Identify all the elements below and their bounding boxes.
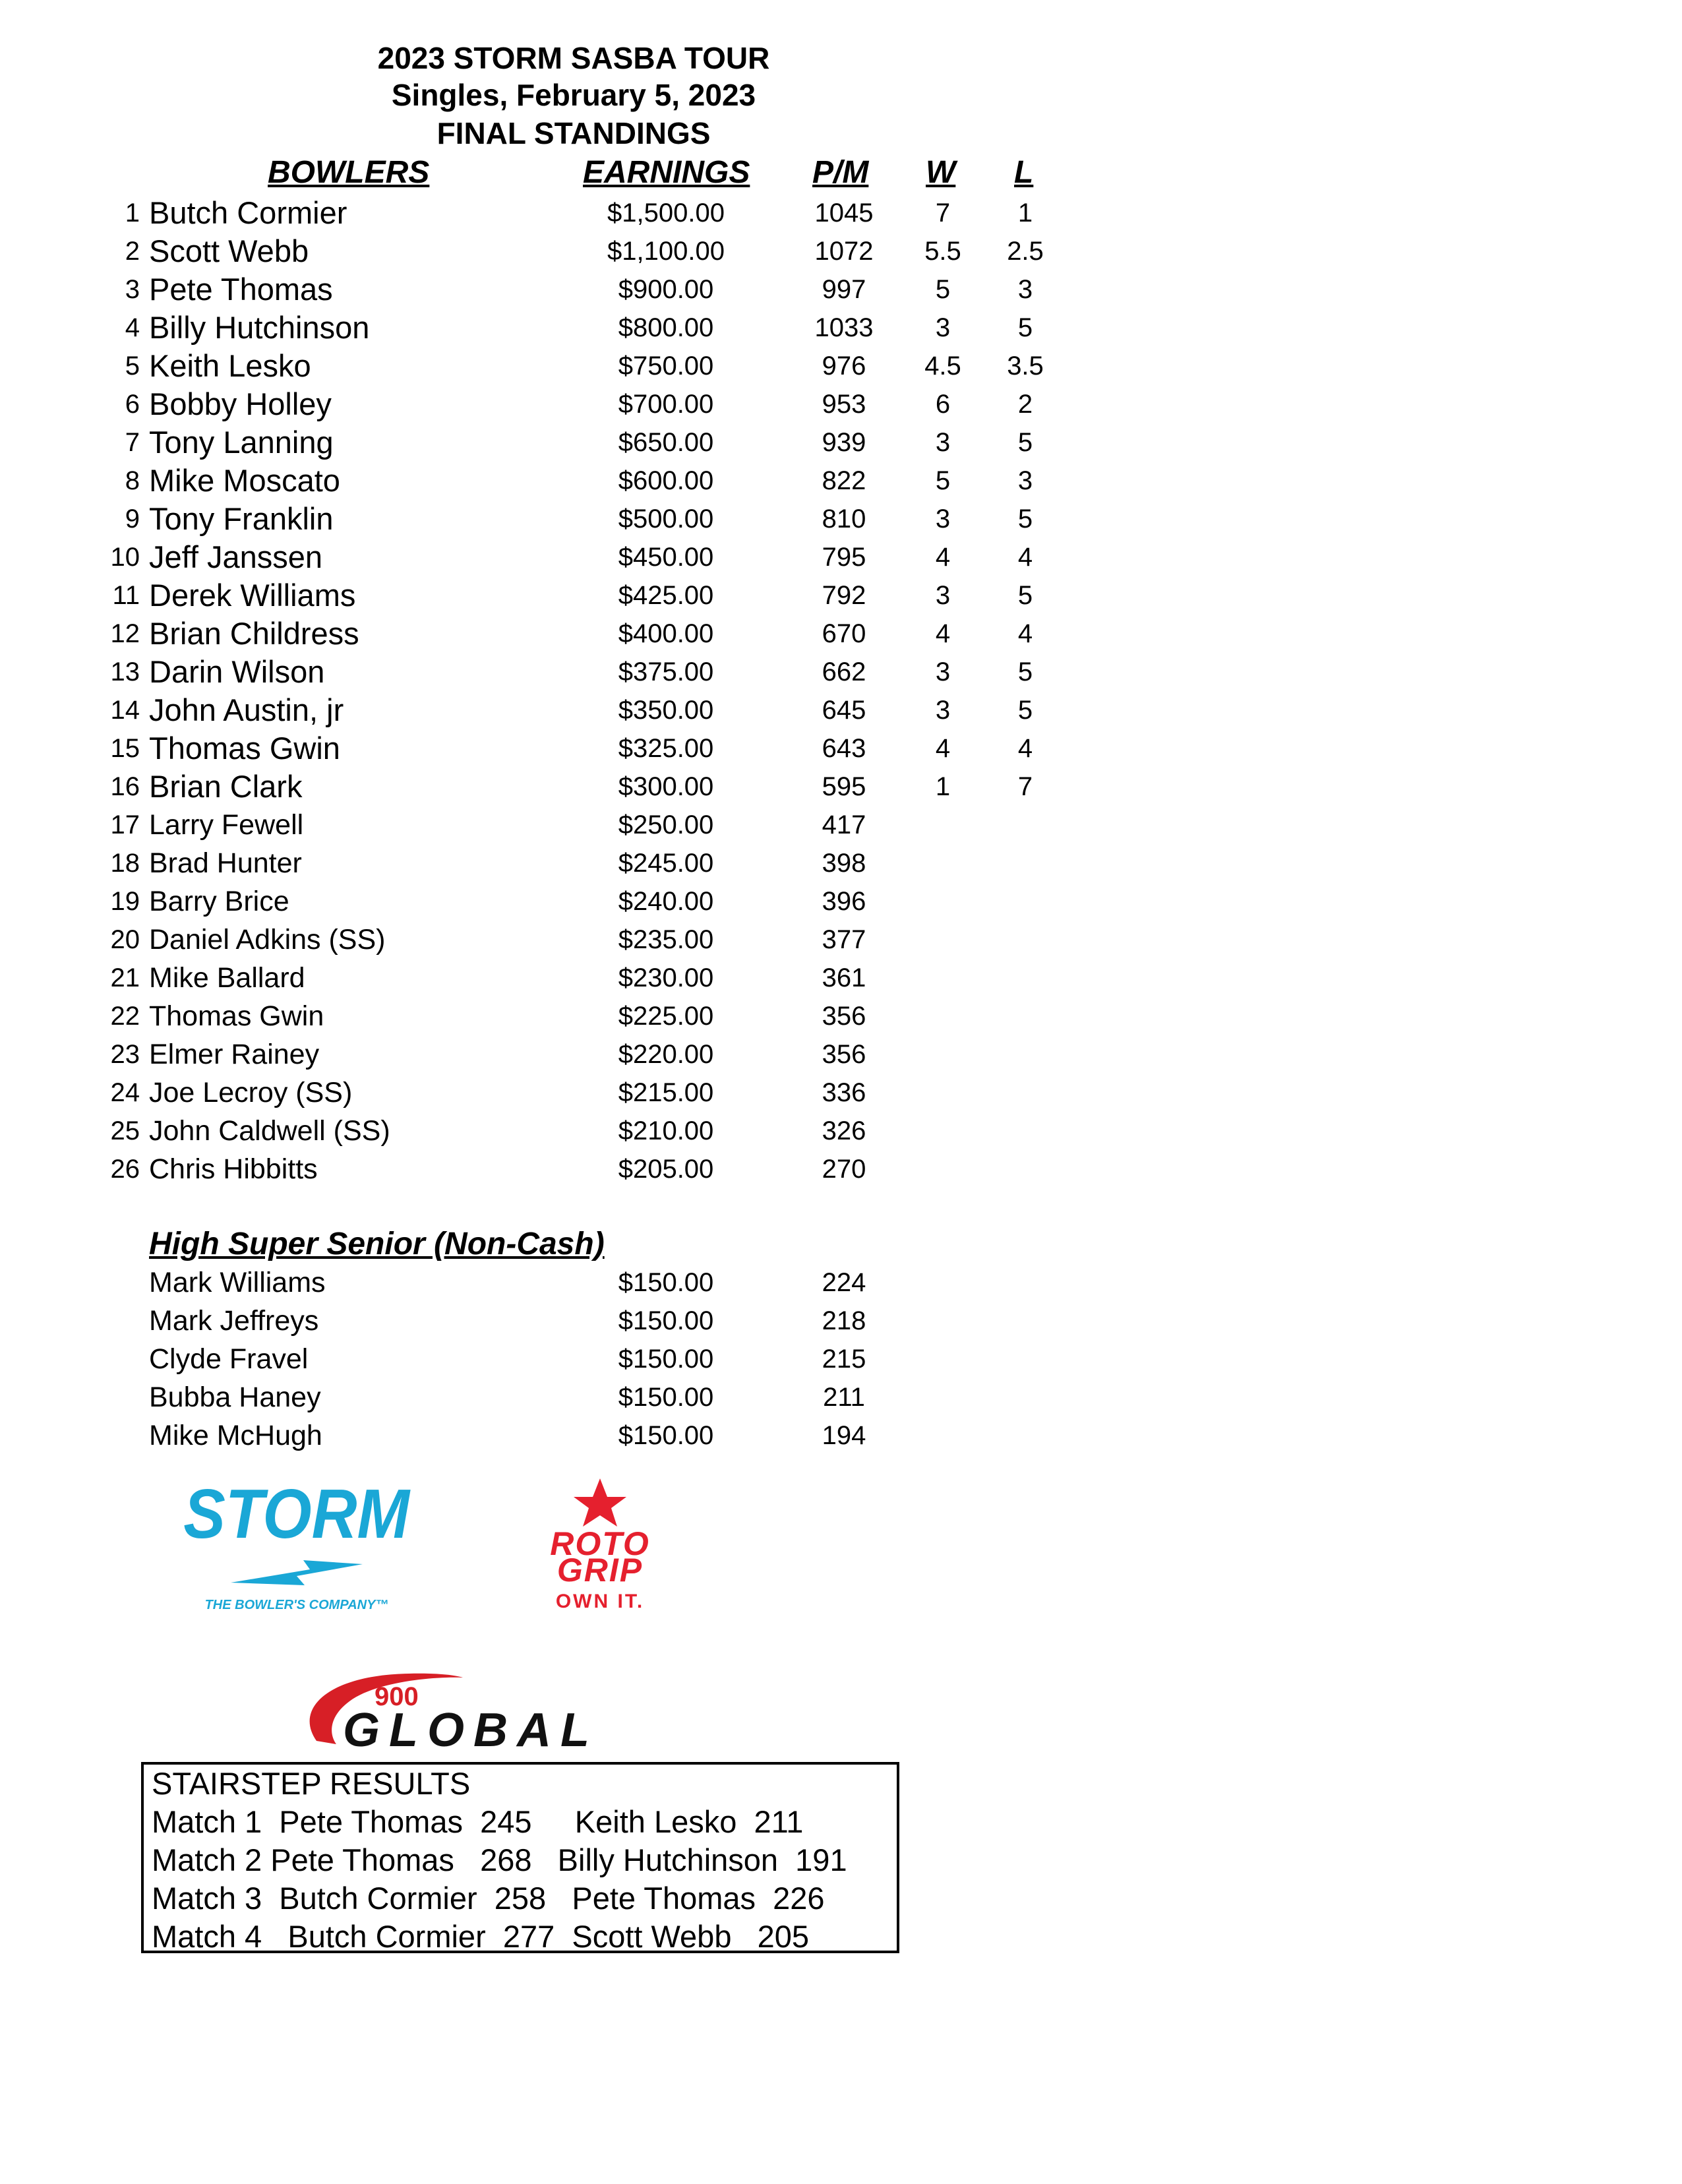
event-subtitle: Singles, February 5, 2023 bbox=[391, 78, 756, 112]
star-icon bbox=[574, 1478, 626, 1527]
rank: 9 bbox=[125, 504, 140, 533]
pins-plus-minus: 939 bbox=[822, 428, 866, 457]
rank: 16 bbox=[110, 772, 140, 801]
earnings: $215.00 bbox=[618, 1078, 714, 1107]
standings-row bbox=[0, 729, 1121, 768]
earnings: $1,500.00 bbox=[607, 198, 725, 228]
losses: 5 bbox=[1017, 696, 1033, 725]
standings-row bbox=[0, 615, 1121, 653]
pins-plus-minus: 976 bbox=[822, 351, 866, 380]
rank: 8 bbox=[125, 466, 140, 495]
rotogrip-logo bbox=[501, 1477, 699, 1616]
bowler-name: Clyde Fravel bbox=[149, 1343, 309, 1375]
column-header-pm: P/M bbox=[812, 155, 869, 190]
bowler-name: Darin Wilson bbox=[149, 654, 325, 689]
pins-plus-minus: 326 bbox=[822, 1116, 866, 1145]
losses: 4 bbox=[1017, 734, 1033, 763]
earnings: $700.00 bbox=[618, 390, 714, 419]
pins-plus-minus: 270 bbox=[822, 1155, 866, 1184]
bowler-name: Bobby Holley bbox=[149, 386, 332, 421]
earnings: $240.00 bbox=[618, 887, 714, 916]
bowler-name: Scott Webb bbox=[149, 233, 309, 268]
wins: 3 bbox=[935, 313, 951, 342]
bowler-name: Keith Lesko bbox=[149, 348, 311, 383]
pins-plus-minus: 1045 bbox=[814, 198, 874, 228]
column-header-earnings: EARNINGS bbox=[583, 155, 750, 190]
pins-plus-minus: 377 bbox=[822, 925, 866, 954]
rotogrip-word-roto: ROTO bbox=[550, 1525, 650, 1562]
earnings: $150.00 bbox=[618, 1421, 714, 1450]
earnings: $150.00 bbox=[618, 1345, 714, 1374]
wins: 3 bbox=[935, 504, 951, 533]
standings-row bbox=[0, 653, 1121, 691]
wins: 5.5 bbox=[924, 237, 961, 266]
standings-row bbox=[0, 959, 1121, 997]
rank: 7 bbox=[125, 428, 140, 457]
wins: 4 bbox=[935, 734, 951, 763]
bowler-name: Tony Lanning bbox=[149, 425, 334, 460]
earnings: $300.00 bbox=[618, 772, 714, 801]
standings-row bbox=[0, 232, 1121, 270]
pins-plus-minus: 215 bbox=[822, 1345, 866, 1374]
losses: 5 bbox=[1017, 581, 1033, 610]
standings-row bbox=[0, 1150, 1121, 1188]
standings-row bbox=[0, 423, 1121, 462]
rank: 24 bbox=[110, 1078, 140, 1107]
rank: 13 bbox=[110, 657, 140, 686]
standings-row bbox=[0, 1035, 1121, 1074]
earnings: $1,100.00 bbox=[607, 237, 725, 266]
wins: 7 bbox=[935, 198, 951, 228]
standings-row bbox=[0, 1112, 1121, 1150]
bowler-name: John Caldwell (SS) bbox=[149, 1115, 390, 1147]
standings-row bbox=[0, 385, 1121, 423]
rank: 14 bbox=[110, 696, 140, 725]
losses: 5 bbox=[1017, 313, 1033, 342]
pins-plus-minus: 645 bbox=[822, 696, 866, 725]
rank: 1 bbox=[125, 198, 140, 228]
rank: 2 bbox=[125, 237, 140, 266]
rank: 25 bbox=[110, 1116, 140, 1145]
pins-plus-minus: 417 bbox=[822, 810, 866, 839]
losses: 1 bbox=[1017, 198, 1033, 228]
standings-row bbox=[0, 270, 1121, 309]
pins-plus-minus: 822 bbox=[822, 466, 866, 495]
900-global-logo bbox=[290, 1662, 765, 1761]
stairstep-heading: STAIRSTEP RESULTS bbox=[152, 1766, 471, 1801]
rank: 20 bbox=[110, 925, 140, 954]
super-senior-row bbox=[0, 1302, 1121, 1340]
storm-wordmark: STORM bbox=[183, 1475, 409, 1554]
earnings: $220.00 bbox=[618, 1040, 714, 1069]
losses: 7 bbox=[1017, 772, 1033, 801]
bowler-name: Larry Fewell bbox=[149, 809, 304, 841]
lightning-bolt-icon bbox=[231, 1560, 363, 1585]
pins-plus-minus: 1033 bbox=[814, 313, 874, 342]
standings-row bbox=[0, 844, 1121, 882]
bowler-name: Mark Williams bbox=[149, 1267, 326, 1298]
earnings: $650.00 bbox=[618, 428, 714, 457]
final-standings-heading: FINAL STANDINGS bbox=[436, 116, 711, 150]
earnings: $225.00 bbox=[618, 1002, 714, 1031]
rank: 19 bbox=[110, 887, 140, 916]
pins-plus-minus: 953 bbox=[822, 390, 866, 419]
pins-plus-minus: 211 bbox=[823, 1383, 865, 1412]
bowler-name: Billy Hutchinson bbox=[149, 310, 370, 345]
stairstep-results-box bbox=[141, 1762, 899, 1953]
stairstep-match-line: Match 2 Pete Thomas 268 Billy Hutchinson 191 bbox=[152, 1842, 847, 1877]
earnings: $205.00 bbox=[618, 1155, 714, 1184]
pins-plus-minus: 194 bbox=[822, 1421, 866, 1450]
rank: 21 bbox=[110, 963, 140, 992]
losses: 4 bbox=[1017, 543, 1033, 572]
rank: 6 bbox=[125, 390, 140, 419]
earnings: $600.00 bbox=[618, 466, 714, 495]
pins-plus-minus: 643 bbox=[822, 734, 866, 763]
standings-row bbox=[0, 500, 1121, 538]
wins: 4 bbox=[935, 619, 951, 648]
earnings: $375.00 bbox=[618, 657, 714, 686]
earnings: $400.00 bbox=[618, 619, 714, 648]
rank: 26 bbox=[110, 1155, 140, 1184]
standings-row bbox=[0, 806, 1121, 844]
rank: 17 bbox=[110, 810, 140, 839]
standings-row bbox=[0, 347, 1121, 385]
bowler-name: Thomas Gwin bbox=[149, 731, 340, 766]
earnings: $250.00 bbox=[618, 810, 714, 839]
bowler-name: John Austin, jr bbox=[149, 692, 344, 727]
bowler-name: Brad Hunter bbox=[149, 847, 302, 879]
pins-plus-minus: 224 bbox=[822, 1268, 866, 1297]
pins-plus-minus: 792 bbox=[822, 581, 866, 610]
earnings: $425.00 bbox=[618, 581, 714, 610]
rotogrip-word-grip: GRIP bbox=[556, 1552, 644, 1589]
super-senior-row bbox=[0, 1340, 1121, 1378]
wins: 5 bbox=[935, 466, 951, 495]
earnings: $900.00 bbox=[618, 275, 714, 304]
losses: 5 bbox=[1017, 657, 1033, 686]
stairstep-match-line: Match 1 Pete Thomas 245 Keith Lesko 211 bbox=[152, 1804, 804, 1839]
storm-tagline: THE BOWLER'S COMPANY™ bbox=[204, 1598, 389, 1612]
super-senior-row bbox=[0, 1263, 1121, 1302]
pins-plus-minus: 356 bbox=[822, 1040, 866, 1069]
bowler-name: Joe Lecroy (SS) bbox=[149, 1077, 353, 1108]
column-header-bowlers: BOWLERS bbox=[268, 155, 430, 190]
rank: 3 bbox=[125, 275, 140, 304]
bowler-name: Mike Ballard bbox=[149, 962, 305, 994]
standings-row bbox=[0, 1074, 1121, 1112]
pins-plus-minus: 336 bbox=[822, 1078, 866, 1107]
wins: 3 bbox=[935, 428, 951, 457]
earnings: $500.00 bbox=[618, 504, 714, 533]
bowler-name: Thomas Gwin bbox=[149, 1000, 324, 1032]
column-header-w: W bbox=[926, 155, 956, 190]
losses: 5 bbox=[1017, 428, 1033, 457]
losses: 2.5 bbox=[1007, 237, 1044, 266]
storm-logo bbox=[183, 1475, 409, 1616]
earnings: $235.00 bbox=[618, 925, 714, 954]
tour-title: 2023 STORM SASBA TOUR bbox=[377, 41, 770, 75]
bowler-name: Butch Cormier bbox=[149, 195, 347, 230]
standings-row bbox=[0, 462, 1121, 500]
bowler-name: Barry Brice bbox=[149, 886, 289, 917]
rank: 18 bbox=[110, 849, 140, 878]
wins: 6 bbox=[935, 390, 951, 419]
pins-plus-minus: 670 bbox=[822, 619, 866, 648]
earnings: $230.00 bbox=[618, 963, 714, 992]
pins-plus-minus: 810 bbox=[822, 504, 866, 533]
earnings: $150.00 bbox=[618, 1268, 714, 1297]
rank: 15 bbox=[110, 734, 140, 763]
bowler-name: Bubba Haney bbox=[149, 1381, 321, 1413]
rank: 11 bbox=[112, 581, 140, 610]
earnings: $350.00 bbox=[618, 696, 714, 725]
pins-plus-minus: 662 bbox=[822, 657, 866, 686]
pins-plus-minus: 396 bbox=[822, 887, 866, 916]
rank: 23 bbox=[110, 1040, 140, 1069]
super-senior-row bbox=[0, 1416, 1121, 1455]
earnings: $325.00 bbox=[618, 734, 714, 763]
bowler-name: Elmer Rainey bbox=[149, 1039, 320, 1070]
standings-row bbox=[0, 921, 1121, 959]
bowler-name: Chris Hibbitts bbox=[149, 1153, 318, 1185]
wins: 1 bbox=[935, 772, 951, 801]
rank: 12 bbox=[110, 619, 140, 648]
losses: 4 bbox=[1017, 619, 1033, 648]
super-senior-row bbox=[0, 1378, 1121, 1416]
standings-row bbox=[0, 882, 1121, 921]
wins: 3 bbox=[935, 581, 951, 610]
stairstep-match-line: Match 3 Butch Cormier 258 Pete Thomas 226 bbox=[152, 1881, 825, 1916]
pins-plus-minus: 361 bbox=[822, 963, 866, 992]
pins-plus-minus: 595 bbox=[822, 772, 866, 801]
pins-plus-minus: 997 bbox=[822, 275, 866, 304]
bowler-name: Mike McHugh bbox=[149, 1420, 322, 1451]
standings-row bbox=[0, 768, 1121, 806]
bowler-name: Mark Jeffreys bbox=[149, 1305, 319, 1337]
bowler-name: Mike Moscato bbox=[149, 463, 340, 498]
pins-plus-minus: 398 bbox=[822, 849, 866, 878]
pins-plus-minus: 218 bbox=[822, 1306, 866, 1335]
earnings: $150.00 bbox=[618, 1306, 714, 1335]
earnings: $245.00 bbox=[618, 849, 714, 878]
pins-plus-minus: 1072 bbox=[814, 237, 874, 266]
standings-row bbox=[0, 309, 1121, 347]
losses: 3 bbox=[1017, 466, 1033, 495]
earnings: $150.00 bbox=[618, 1383, 714, 1412]
bowler-name: Pete Thomas bbox=[149, 272, 333, 307]
standings-row bbox=[0, 997, 1121, 1035]
standings-row bbox=[0, 691, 1121, 729]
super-senior-heading: High Super Senior (Non-Cash) bbox=[149, 1227, 605, 1261]
wins: 3 bbox=[935, 657, 951, 686]
wins: 5 bbox=[935, 275, 951, 304]
standings-row bbox=[0, 538, 1121, 576]
bowler-name: Brian Childress bbox=[149, 616, 359, 651]
bowler-name: Derek Williams bbox=[149, 578, 356, 613]
losses: 3 bbox=[1017, 275, 1033, 304]
pins-plus-minus: 795 bbox=[822, 543, 866, 572]
bowler-name: Daniel Adkins (SS) bbox=[149, 924, 386, 956]
earnings: $450.00 bbox=[618, 543, 714, 572]
wins: 4.5 bbox=[924, 351, 961, 380]
stairstep-match-line: Match 4 Butch Cormier 277 Scott Webb 205 bbox=[152, 1919, 810, 1954]
earnings: $210.00 bbox=[618, 1116, 714, 1145]
losses: 3.5 bbox=[1007, 351, 1044, 380]
pins-plus-minus: 356 bbox=[822, 1002, 866, 1031]
rank: 10 bbox=[110, 543, 140, 572]
bowler-name: Tony Franklin bbox=[149, 501, 334, 536]
rotogrip-tagline: OWN IT. bbox=[555, 1591, 645, 1612]
earnings: $800.00 bbox=[618, 313, 714, 342]
bowler-name: Brian Clark bbox=[149, 769, 303, 804]
global-number: 900 bbox=[375, 1682, 419, 1711]
rank: 5 bbox=[125, 351, 140, 380]
standings-row bbox=[0, 194, 1121, 232]
column-header-l: L bbox=[1014, 155, 1034, 190]
earnings: $750.00 bbox=[618, 351, 714, 380]
rank: 22 bbox=[110, 1002, 140, 1031]
losses: 2 bbox=[1017, 390, 1033, 419]
bowler-name: Jeff Janssen bbox=[149, 539, 323, 574]
standings-row bbox=[0, 576, 1121, 615]
wins: 3 bbox=[935, 696, 951, 725]
losses: 5 bbox=[1017, 504, 1033, 533]
global-wordmark: GLOBAL bbox=[343, 1704, 599, 1757]
rank: 4 bbox=[125, 313, 140, 342]
wins: 4 bbox=[935, 543, 951, 572]
